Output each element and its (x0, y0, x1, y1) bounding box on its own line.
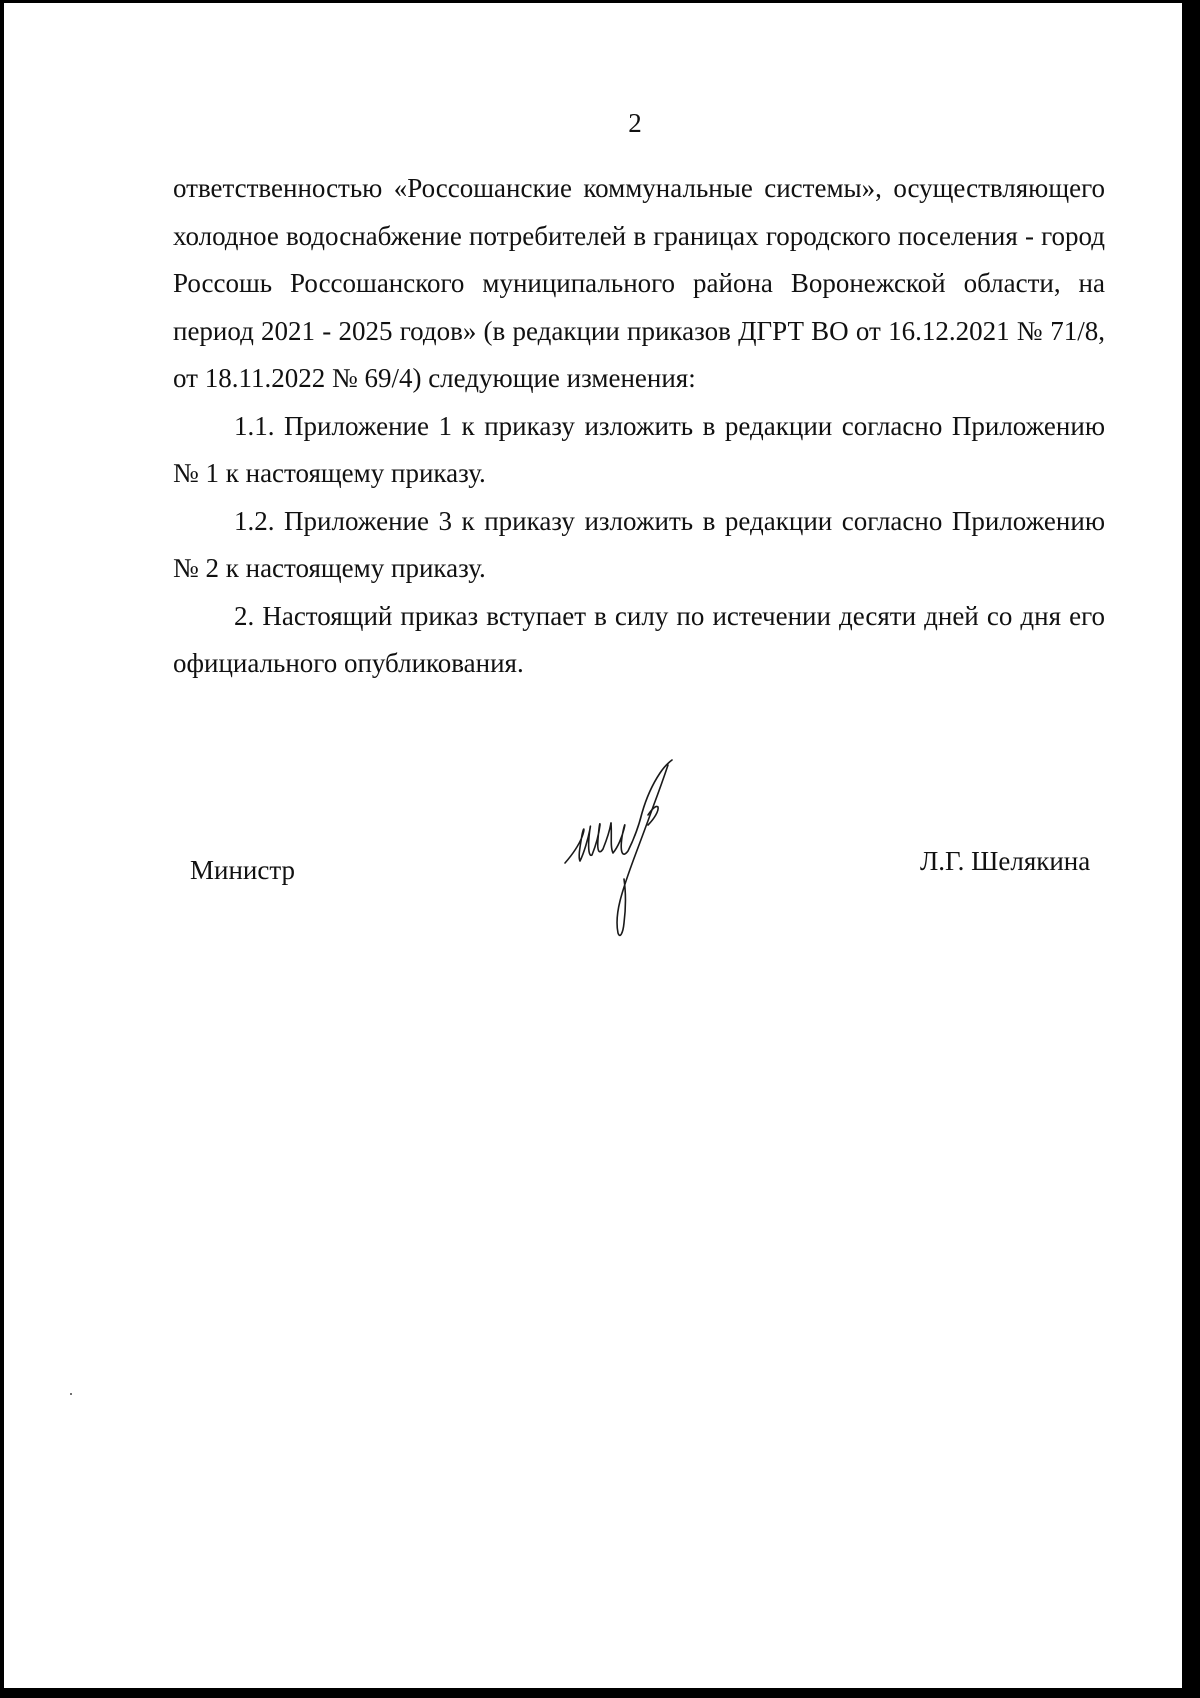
signatory-position: Министр (190, 855, 295, 885)
paragraph-item-2: 2. Настоящий приказ вступает в силу по истечении десяти дней со дня его официального опубликования. (173, 600, 1105, 678)
page-number: 2 (628, 108, 642, 138)
handwritten-signature (560, 755, 695, 940)
paragraph-item-1-1: 1.1. Приложение 1 к приказу изложить в редакции согласно Приложению № 1 к настоящему приказу. (173, 410, 1105, 488)
paragraph-item-1-2: 1.2. Приложение 3 к приказу изложить в редакции согласно Приложению № 2 к настоящему приказу. (173, 505, 1105, 583)
document-body (173, 165, 1105, 688)
paragraph-continuation: ответственностью «Россошанские коммунальные системы», осуществляющего холодное водоснабжение потребителей в границах городского поселения - город Россошь Россошанского муниципального района Воронежской области, на период 2021 - 2025 годов» (в редакции приказов ДГРТ ВО от 16.12.2021 № 71/8, от 18.11.2022 № 69/4) следующие изменения: (173, 173, 1105, 393)
scan-speck (70, 1393, 72, 1395)
signatory-name: Л.Г. Шелякина (920, 846, 1091, 876)
